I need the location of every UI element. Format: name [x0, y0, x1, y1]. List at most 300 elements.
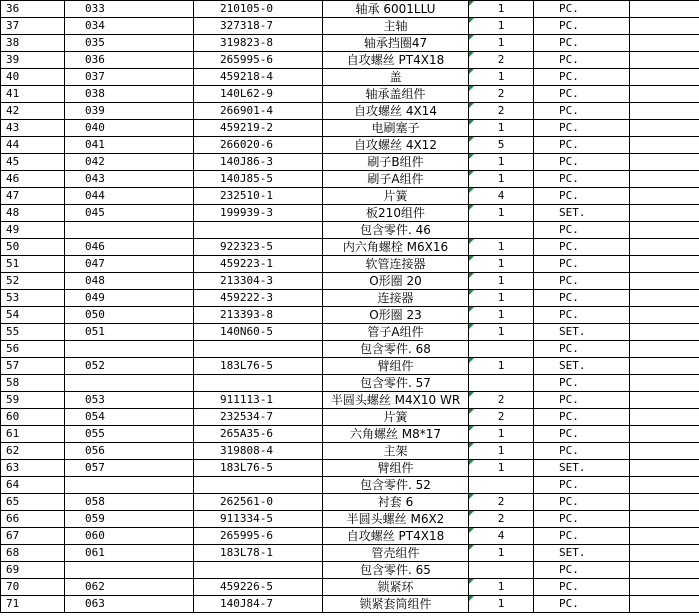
part-number-cell[interactable]: 232534-7	[194, 409, 323, 426]
table-row	[1, 18, 699, 35]
empty-cell[interactable]	[630, 477, 699, 494]
quantity-cell[interactable]	[469, 103, 534, 120]
unit-cell[interactable]: PC.	[534, 579, 630, 596]
part-name-cell[interactable]: 自攻螺丝 PT4X18	[323, 528, 469, 545]
part-number-cell[interactable]: 262561-0	[194, 494, 323, 511]
part-number-cell[interactable]: 319808-4	[194, 443, 323, 460]
quantity-cell[interactable]	[469, 443, 534, 460]
part-number-cell[interactable]: 459222-3	[194, 290, 323, 307]
part-number-cell[interactable]: 265995-6	[194, 528, 323, 545]
part-name-cell[interactable]: 轴承挡圈47	[323, 35, 469, 52]
part-number-cell[interactable]: 327318-7	[194, 18, 323, 35]
quantity-cell[interactable]	[469, 120, 534, 137]
part-name-cell[interactable]: 片簧	[323, 409, 469, 426]
part-number-cell[interactable]: 140N60-5	[194, 324, 323, 341]
unit-cell[interactable]: PC.	[534, 222, 630, 239]
part-name-cell[interactable]: 管壳组件	[323, 545, 469, 562]
empty-cell[interactable]	[630, 222, 699, 239]
item-no-cell[interactable]: 049	[65, 290, 194, 307]
row-number-cell[interactable]: 67	[1, 528, 65, 545]
quantity-cell[interactable]	[469, 290, 534, 307]
item-no-cell[interactable]: 036	[65, 52, 194, 69]
unit-cell[interactable]: PC.	[534, 477, 630, 494]
quantity-cell[interactable]	[469, 511, 534, 528]
cell-error-indicator-icon	[469, 154, 474, 159]
empty-cell[interactable]	[630, 460, 699, 477]
part-number-cell[interactable]: 140J84-7	[194, 596, 323, 613]
empty-cell[interactable]	[630, 52, 699, 69]
item-no-cell[interactable]: 044	[65, 188, 194, 205]
quantity-cell[interactable]	[469, 545, 534, 562]
empty-cell[interactable]	[630, 290, 699, 307]
cell-error-indicator-icon	[469, 443, 474, 448]
item-no-cell[interactable]: 062	[65, 579, 194, 596]
row-number-cell[interactable]: 44	[1, 137, 65, 154]
quantity-cell[interactable]	[469, 494, 534, 511]
cell-error-indicator-icon	[469, 205, 474, 210]
row-number-cell[interactable]: 48	[1, 205, 65, 222]
row-number-cell[interactable]: 66	[1, 511, 65, 528]
unit-cell[interactable]: PC.	[534, 443, 630, 460]
part-name-cell[interactable]: 衬套 6	[323, 494, 469, 511]
part-name-cell[interactable]: O形圈 20	[323, 273, 469, 290]
part-number-cell[interactable]: 210105-0	[194, 1, 323, 18]
cell-error-indicator-icon	[469, 460, 474, 465]
cell-error-indicator-icon	[469, 35, 474, 40]
item-no-cell[interactable]: 043	[65, 171, 194, 188]
quantity-cell[interactable]	[469, 52, 534, 69]
table-row	[1, 324, 699, 341]
cell-error-indicator-icon	[469, 86, 474, 91]
part-name-cell[interactable]: 管子A组件	[323, 324, 469, 341]
table-row	[1, 562, 699, 579]
unit-cell[interactable]: PC.	[534, 120, 630, 137]
row-number-cell[interactable]: 43	[1, 120, 65, 137]
empty-cell[interactable]	[630, 324, 699, 341]
table-row	[1, 171, 699, 188]
part-number-cell[interactable]: 213393-8	[194, 307, 323, 324]
row-number-cell[interactable]: 37	[1, 18, 65, 35]
quantity-cell[interactable]	[469, 171, 534, 188]
part-name-cell[interactable]: 主架	[323, 443, 469, 460]
item-no-cell[interactable]: 051	[65, 324, 194, 341]
quantity-value: 1	[497, 359, 505, 372]
item-no-cell[interactable]	[65, 341, 194, 358]
part-number-cell[interactable]: 922323-5	[194, 239, 323, 256]
item-no-cell[interactable]	[65, 477, 194, 494]
part-name-cell[interactable]: 片簧	[323, 188, 469, 205]
empty-cell[interactable]	[630, 256, 699, 273]
quantity-value: 1	[497, 19, 505, 32]
quantity-value: 4	[497, 529, 505, 542]
row-number-cell[interactable]: 60	[1, 409, 65, 426]
row-number-cell[interactable]: 71	[1, 596, 65, 613]
row-number-cell[interactable]: 50	[1, 239, 65, 256]
cell-error-indicator-icon	[469, 103, 474, 108]
empty-cell[interactable]	[630, 443, 699, 460]
part-number-cell[interactable]	[194, 477, 323, 494]
item-no-cell[interactable]: 059	[65, 511, 194, 528]
unit-cell[interactable]: PC.	[534, 69, 630, 86]
part-number-cell[interactable]: 459223-1	[194, 256, 323, 273]
quantity-cell[interactable]	[469, 477, 534, 494]
part-name-cell[interactable]: 自攻螺丝 PT4X18	[323, 52, 469, 69]
row-number-cell[interactable]: 63	[1, 460, 65, 477]
table-row	[1, 511, 699, 528]
item-no-cell[interactable]: 045	[65, 205, 194, 222]
empty-cell[interactable]	[630, 1, 699, 18]
unit-cell[interactable]: PC.	[534, 35, 630, 52]
row-number-cell[interactable]: 65	[1, 494, 65, 511]
table-row	[1, 188, 699, 205]
row-number-cell[interactable]: 49	[1, 222, 65, 239]
empty-cell[interactable]	[630, 103, 699, 120]
item-no-cell[interactable]: 046	[65, 239, 194, 256]
part-name-cell[interactable]: 刷子B组件	[323, 154, 469, 171]
row-number-cell[interactable]: 57	[1, 358, 65, 375]
item-no-cell[interactable]	[65, 222, 194, 239]
empty-cell[interactable]	[630, 69, 699, 86]
empty-cell[interactable]	[630, 375, 699, 392]
part-name-cell[interactable]: 轴承 6001LLU	[323, 1, 469, 18]
item-no-cell[interactable]: 054	[65, 409, 194, 426]
unit-cell[interactable]: PC.	[534, 137, 630, 154]
item-no-cell[interactable]: 060	[65, 528, 194, 545]
row-number-cell[interactable]: 45	[1, 154, 65, 171]
row-number-cell[interactable]: 46	[1, 171, 65, 188]
quantity-cell[interactable]	[469, 324, 534, 341]
quantity-cell[interactable]	[469, 69, 534, 86]
item-no-cell[interactable]: 061	[65, 545, 194, 562]
row-number-cell[interactable]: 59	[1, 392, 65, 409]
empty-cell[interactable]	[630, 426, 699, 443]
table-row	[1, 290, 699, 307]
item-no-cell[interactable]: 058	[65, 494, 194, 511]
row-number-cell[interactable]: 54	[1, 307, 65, 324]
part-number-cell[interactable]: 265A35-6	[194, 426, 323, 443]
item-no-cell[interactable]: 048	[65, 273, 194, 290]
row-number-cell[interactable]: 51	[1, 256, 65, 273]
empty-cell[interactable]	[630, 171, 699, 188]
cell-error-indicator-icon	[469, 494, 474, 499]
row-number-cell[interactable]: 38	[1, 35, 65, 52]
unit-cell[interactable]: PC.	[534, 596, 630, 613]
part-name-cell[interactable]: 自攻螺丝 4X14	[323, 103, 469, 120]
cell-error-indicator-icon	[469, 579, 474, 584]
unit-cell[interactable]: PC.	[534, 494, 630, 511]
quantity-value: 1	[497, 461, 505, 474]
part-number-cell[interactable]: 199939-3	[194, 205, 323, 222]
part-name-cell[interactable]: 臂组件	[323, 460, 469, 477]
part-name-cell[interactable]: 内六角螺栓 M6X16	[323, 239, 469, 256]
quantity-value: 1	[497, 70, 505, 83]
quantity-cell[interactable]	[469, 426, 534, 443]
quantity-cell[interactable]	[469, 137, 534, 154]
part-number-cell[interactable]: 140L62-9	[194, 86, 323, 103]
part-number-cell[interactable]	[194, 222, 323, 239]
unit-cell[interactable]: PC.	[534, 511, 630, 528]
table-row	[1, 494, 699, 511]
unit-cell[interactable]: SET.	[534, 460, 630, 477]
table-row	[1, 273, 699, 290]
part-number-cell[interactable]: 266901-4	[194, 103, 323, 120]
table-row	[1, 52, 699, 69]
row-number-cell[interactable]: 36	[1, 1, 65, 18]
part-name-cell[interactable]: 刷子A组件	[323, 171, 469, 188]
item-no-cell[interactable]: 035	[65, 35, 194, 52]
unit-cell[interactable]: PC.	[534, 103, 630, 120]
unit-cell[interactable]: PC.	[534, 188, 630, 205]
part-name-cell[interactable]: 轴承盖组件	[323, 86, 469, 103]
quantity-cell[interactable]	[469, 392, 534, 409]
item-no-cell[interactable]: 057	[65, 460, 194, 477]
quantity-cell[interactable]	[469, 222, 534, 239]
item-no-cell[interactable]	[65, 562, 194, 579]
quantity-value: 1	[497, 257, 505, 270]
quantity-cell[interactable]	[469, 460, 534, 477]
part-number-cell[interactable]	[194, 562, 323, 579]
unit-cell[interactable]: PC.	[534, 1, 630, 18]
quantity-value: 1	[497, 308, 505, 321]
item-no-cell[interactable]: 056	[65, 443, 194, 460]
empty-cell[interactable]	[630, 154, 699, 171]
row-number-cell[interactable]: 56	[1, 341, 65, 358]
unit-cell[interactable]: PC.	[534, 273, 630, 290]
part-number-cell[interactable]: 183L78-1	[194, 545, 323, 562]
row-number-cell[interactable]: 52	[1, 273, 65, 290]
part-number-cell[interactable]: 319823-8	[194, 35, 323, 52]
unit-cell[interactable]: PC.	[534, 392, 630, 409]
part-number-cell[interactable]: 911334-5	[194, 511, 323, 528]
empty-cell[interactable]	[630, 273, 699, 290]
empty-cell[interactable]	[630, 545, 699, 562]
part-name-cell[interactable]: 连接器	[323, 290, 469, 307]
part-name-cell[interactable]: 包含零件. 57	[323, 375, 469, 392]
part-name-cell[interactable]: 锁紧环	[323, 579, 469, 596]
part-number-cell[interactable]: 459226-5	[194, 579, 323, 596]
part-name-cell[interactable]: 软管连接器	[323, 256, 469, 273]
row-number-cell[interactable]: 42	[1, 103, 65, 120]
part-name-cell[interactable]: 盖	[323, 69, 469, 86]
cell-error-indicator-icon	[469, 69, 474, 74]
part-number-cell[interactable]: 459219-2	[194, 120, 323, 137]
empty-cell[interactable]	[630, 596, 699, 613]
part-name-cell[interactable]: 六角螺丝 M8*17	[323, 426, 469, 443]
part-number-cell[interactable]: 140J85-5	[194, 171, 323, 188]
item-no-cell[interactable]	[65, 375, 194, 392]
quantity-cell[interactable]	[469, 307, 534, 324]
unit-cell[interactable]: PC.	[534, 307, 630, 324]
item-no-cell[interactable]: 042	[65, 154, 194, 171]
part-number-cell[interactable]	[194, 341, 323, 358]
part-number-cell[interactable]: 183L76-5	[194, 460, 323, 477]
table-row	[1, 239, 699, 256]
item-no-cell[interactable]: 041	[65, 137, 194, 154]
cell-error-indicator-icon	[469, 392, 474, 397]
quantity-cell[interactable]	[469, 409, 534, 426]
part-name-cell[interactable]: 半圆头螺丝 M6X2	[323, 511, 469, 528]
part-number-cell[interactable]: 911113-1	[194, 392, 323, 409]
unit-cell[interactable]: PC.	[534, 341, 630, 358]
part-number-cell[interactable]: 265995-6	[194, 52, 323, 69]
empty-cell[interactable]	[630, 35, 699, 52]
quantity-cell[interactable]	[469, 579, 534, 596]
item-no-cell[interactable]: 039	[65, 103, 194, 120]
unit-cell[interactable]: SET.	[534, 358, 630, 375]
empty-cell[interactable]	[630, 511, 699, 528]
empty-cell[interactable]	[630, 188, 699, 205]
table-row	[1, 477, 699, 494]
part-number-cell[interactable]: 140J86-3	[194, 154, 323, 171]
unit-cell[interactable]: PC.	[534, 290, 630, 307]
quantity-cell[interactable]	[469, 154, 534, 171]
quantity-cell[interactable]	[469, 358, 534, 375]
item-no-cell[interactable]: 055	[65, 426, 194, 443]
empty-cell[interactable]	[630, 86, 699, 103]
empty-cell[interactable]	[630, 494, 699, 511]
quantity-cell[interactable]	[469, 86, 534, 103]
part-name-cell[interactable]: 臂组件	[323, 358, 469, 375]
part-number-cell[interactable]: 266020-6	[194, 137, 323, 154]
part-name-cell[interactable]: 包含零件. 68	[323, 341, 469, 358]
quantity-cell[interactable]	[469, 375, 534, 392]
table-row	[1, 528, 699, 545]
row-number-cell[interactable]: 68	[1, 545, 65, 562]
table-row	[1, 596, 699, 613]
quantity-value: 2	[497, 495, 505, 508]
quantity-cell[interactable]	[469, 273, 534, 290]
table-row	[1, 256, 699, 273]
unit-cell[interactable]: SET.	[534, 205, 630, 222]
unit-cell[interactable]: PC.	[534, 562, 630, 579]
unit-cell[interactable]: PC.	[534, 52, 630, 69]
item-no-cell[interactable]: 047	[65, 256, 194, 273]
empty-cell[interactable]	[630, 137, 699, 154]
unit-cell[interactable]: PC.	[534, 171, 630, 188]
quantity-value: 1	[497, 325, 505, 338]
unit-cell[interactable]: PC.	[534, 154, 630, 171]
item-no-cell[interactable]: 038	[65, 86, 194, 103]
quantity-cell[interactable]	[469, 341, 534, 358]
quantity-value: 1	[497, 240, 505, 253]
unit-cell[interactable]: PC.	[534, 256, 630, 273]
empty-cell[interactable]	[630, 528, 699, 545]
quantity-cell[interactable]	[469, 239, 534, 256]
part-name-cell[interactable]: 锁紧套筒组件	[323, 596, 469, 613]
cell-error-indicator-icon	[469, 52, 474, 57]
empty-cell[interactable]	[630, 239, 699, 256]
row-number-cell[interactable]: 40	[1, 69, 65, 86]
part-name-cell[interactable]: 自攻螺丝 4X12	[323, 137, 469, 154]
quantity-value: 1	[497, 291, 505, 304]
part-name-cell[interactable]: 主轴	[323, 18, 469, 35]
table-row	[1, 460, 699, 477]
unit-cell[interactable]: PC.	[534, 528, 630, 545]
empty-cell[interactable]	[630, 579, 699, 596]
part-name-cell[interactable]: 包含零件. 52	[323, 477, 469, 494]
quantity-value: 1	[497, 2, 505, 15]
unit-cell[interactable]: SET.	[534, 545, 630, 562]
item-no-cell[interactable]: 053	[65, 392, 194, 409]
part-name-cell[interactable]: O形圈 23	[323, 307, 469, 324]
part-name-cell[interactable]: 包含零件. 46	[323, 222, 469, 239]
item-no-cell[interactable]: 050	[65, 307, 194, 324]
quantity-cell[interactable]	[469, 596, 534, 613]
part-number-cell[interactable]: 183L76-5	[194, 358, 323, 375]
row-number-cell[interactable]: 70	[1, 579, 65, 596]
empty-cell[interactable]	[630, 409, 699, 426]
empty-cell[interactable]	[630, 562, 699, 579]
part-name-cell[interactable]: 包含零件. 65	[323, 562, 469, 579]
part-number-cell[interactable]: 213304-3	[194, 273, 323, 290]
part-number-cell[interactable]: 459218-4	[194, 69, 323, 86]
quantity-cell[interactable]	[469, 188, 534, 205]
quantity-cell[interactable]	[469, 562, 534, 579]
cell-error-indicator-icon	[469, 596, 474, 601]
item-no-cell[interactable]: 037	[65, 69, 194, 86]
unit-cell[interactable]: PC.	[534, 375, 630, 392]
unit-cell[interactable]: PC.	[534, 18, 630, 35]
row-number-cell[interactable]: 64	[1, 477, 65, 494]
row-number-cell[interactable]: 53	[1, 290, 65, 307]
part-name-cell[interactable]: 半圆头螺丝 M4X10 WR	[323, 392, 469, 409]
part-name-cell[interactable]: 板210组件	[323, 205, 469, 222]
table-row	[1, 545, 699, 562]
unit-cell[interactable]: PC.	[534, 86, 630, 103]
unit-cell[interactable]: SET.	[534, 324, 630, 341]
part-name-cell[interactable]: 电刷塞子	[323, 120, 469, 137]
empty-cell[interactable]	[630, 392, 699, 409]
quantity-value: 2	[497, 410, 505, 423]
item-no-cell[interactable]: 063	[65, 596, 194, 613]
quantity-cell[interactable]	[469, 528, 534, 545]
quantity-cell[interactable]	[469, 205, 534, 222]
part-number-cell[interactable]: 232510-1	[194, 188, 323, 205]
quantity-cell[interactable]	[469, 18, 534, 35]
item-no-cell[interactable]: 034	[65, 18, 194, 35]
empty-cell[interactable]	[630, 205, 699, 222]
row-number-cell[interactable]: 69	[1, 562, 65, 579]
quantity-value: 1	[497, 444, 505, 457]
unit-cell[interactable]: PC.	[534, 409, 630, 426]
row-number-cell[interactable]: 41	[1, 86, 65, 103]
unit-cell[interactable]: PC.	[534, 426, 630, 443]
item-no-cell[interactable]: 040	[65, 120, 194, 137]
quantity-cell[interactable]	[469, 35, 534, 52]
row-number-cell[interactable]: 39	[1, 52, 65, 69]
row-number-cell[interactable]: 62	[1, 443, 65, 460]
quantity-value: 2	[497, 104, 505, 117]
row-number-cell[interactable]: 47	[1, 188, 65, 205]
quantity-cell[interactable]	[469, 1, 534, 18]
row-number-cell[interactable]: 55	[1, 324, 65, 341]
empty-cell[interactable]	[630, 341, 699, 358]
item-no-cell[interactable]: 052	[65, 358, 194, 375]
empty-cell[interactable]	[630, 358, 699, 375]
empty-cell[interactable]	[630, 120, 699, 137]
cell-error-indicator-icon	[469, 358, 474, 363]
empty-cell[interactable]	[630, 307, 699, 324]
unit-cell[interactable]: PC.	[534, 239, 630, 256]
row-number-cell[interactable]: 58	[1, 375, 65, 392]
row-number-cell[interactable]: 61	[1, 426, 65, 443]
part-number-cell[interactable]	[194, 375, 323, 392]
table-row	[1, 69, 699, 86]
quantity-cell[interactable]	[469, 256, 534, 273]
item-no-cell[interactable]: 033	[65, 1, 194, 18]
quantity-value: 2	[497, 393, 505, 406]
empty-cell[interactable]	[630, 18, 699, 35]
